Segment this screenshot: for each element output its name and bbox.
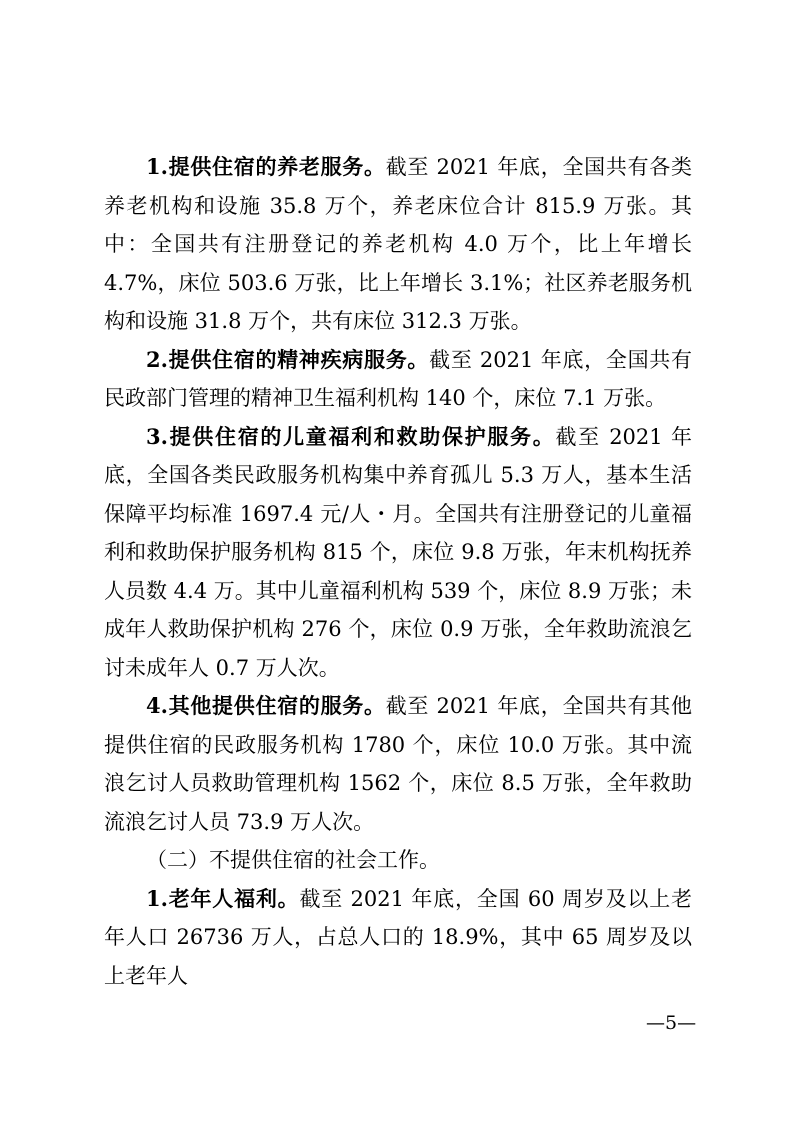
paragraph-text: 截至 2021 年底，全国共有其他提供住宿的民政服务机构 1780 个，床位 10.0 万张。其中流浪乞讨人员救助管理机构 1562 个，床位 8.5 万张，全年救助流浪乞讨人员 73.9 万人次。 xyxy=(104,694,692,834)
paragraph-text: 截至 2021 年底，全国各类民政服务机构集中养育孤儿 5.3 万人，基本生活保障平均标准 1697.4 元/人・月。全国共有注册登记的儿童福利和救助保护服务机构 815 个，床位 9.8 万张，年末机构抚养人员数 4.4 万。其中儿童福利机构 539 个，床位 8.9 万张；未成年人救助保护机构 276 个，床位 0.9 万张，全年救助流浪乞讨未成年人 0.7 万人次。 xyxy=(104,424,693,680)
paragraph-text: 截至 2021 年底，全国共有民政部门管理的精神卫生福利机构 140 个，床位 7.1 万张。 xyxy=(104,347,692,410)
paragraph-elderly-care xyxy=(104,148,692,341)
document-body xyxy=(104,148,692,995)
paragraph-heading: 1.提供住宿的养老服务。 xyxy=(146,154,386,179)
paragraph-text: 截至 2021 年底，全国 60 周岁及以上老年人口 26736 万人，占总人口的 18.9%，其中 65 周岁及以上老年人 xyxy=(104,886,692,988)
paragraph-elderly-welfare xyxy=(104,880,692,996)
paragraph-mental-health xyxy=(104,341,692,418)
section-title: （二）不提供住宿的社会工作。 xyxy=(146,848,440,872)
paragraph-other-services xyxy=(104,687,692,841)
paragraph-heading: 3.提供住宿的儿童福利和救助保护服务。 xyxy=(146,423,556,449)
paragraph-child-welfare xyxy=(104,418,692,688)
page-number: —5— xyxy=(646,1012,697,1034)
paragraph-heading: 2.提供住宿的精神疾病服务。 xyxy=(146,346,430,372)
paragraph-heading: 1.老年人福利。 xyxy=(146,885,300,911)
paragraph-heading: 4.其他提供住宿的服务。 xyxy=(146,693,386,718)
paragraph-text: 截至 2021 年底，全国共有各类养老机构和设施 35.8 万个，养老床位合计 815.9 万张。其中：全国共有注册登记的养老机构 4.0 万个，比上年增长 4.7%，床位 503.6 万张，比上年增长 3.1%；社区养老服务机构和设施 31.8 万个，共有床位 312.3 万张。 xyxy=(104,155,692,333)
